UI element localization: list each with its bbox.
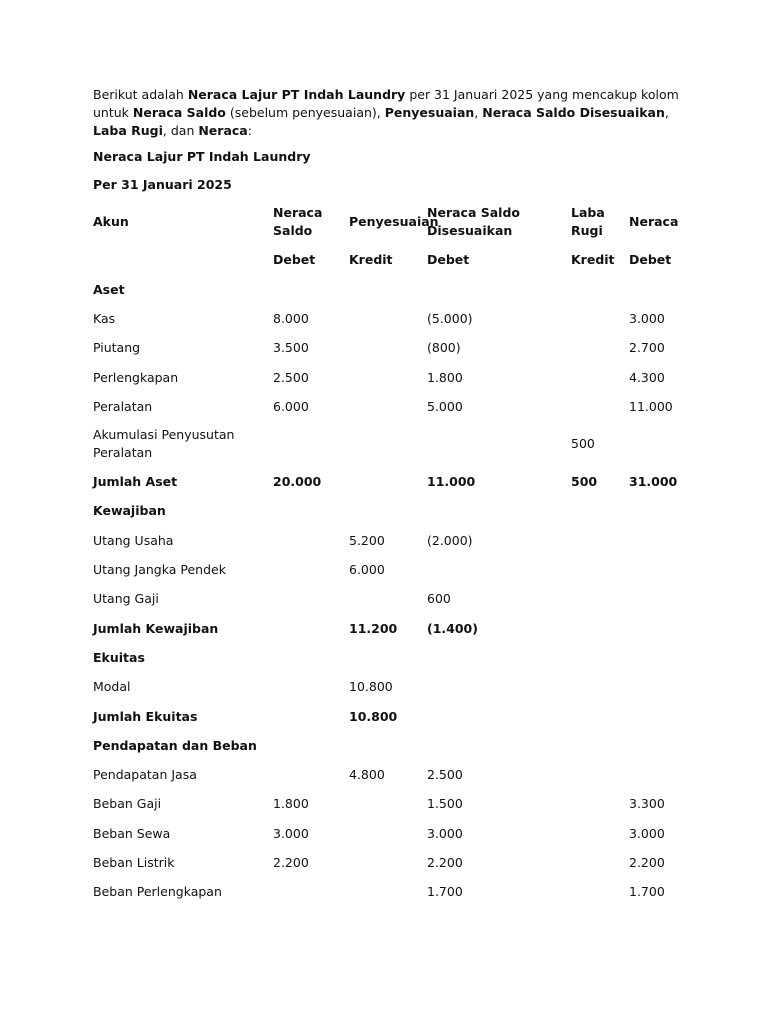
table-cell — [623, 643, 687, 672]
table-cell: (5.000) — [427, 310, 473, 326]
table-cell — [565, 275, 623, 304]
table-cell — [623, 585, 687, 614]
table-cell — [421, 421, 565, 467]
table-row — [87, 497, 687, 526]
table-cell: (1.400) — [427, 620, 478, 636]
table-cell — [267, 275, 343, 304]
intro-text: per 31 Januari 2025 yang mencakup kolom untuk — [93, 87, 679, 120]
table-cell: 600 — [427, 591, 451, 607]
table-cell — [421, 731, 565, 760]
table-cell — [343, 643, 421, 672]
table-cell — [421, 497, 565, 526]
table-cell — [343, 731, 421, 760]
intro-text: (sebelum penyesuaian), — [225, 105, 385, 120]
table-cell — [267, 731, 343, 760]
table-cell — [343, 585, 421, 614]
table-cell — [565, 363, 623, 392]
table-cell: Kewajiban — [93, 503, 166, 519]
table-cell: (2.000) — [427, 532, 473, 548]
table-cell: Beban Sewa — [93, 825, 171, 841]
table-cell: 10.800 — [349, 679, 393, 695]
table-cell — [623, 497, 687, 526]
table-cell — [267, 614, 343, 643]
table-cell — [267, 555, 343, 584]
table-row — [87, 643, 687, 672]
table-cell: Beban Listrik — [93, 854, 175, 870]
table-cell — [343, 819, 421, 848]
table-cell: 3.000 — [273, 825, 309, 841]
table-cell: 2.200 — [273, 854, 309, 870]
table-cell: 6.000 — [349, 562, 385, 578]
table-cell — [623, 760, 687, 789]
intro-bold: Neraca — [198, 123, 248, 138]
table-row — [87, 555, 687, 584]
table-cell — [565, 614, 623, 643]
table-cell — [343, 392, 421, 421]
table-cell: Modal — [93, 679, 131, 695]
table-cell — [623, 702, 687, 731]
table-cell — [565, 585, 623, 614]
table-cell: 2.200 — [629, 854, 665, 870]
table-cell — [421, 702, 565, 731]
table-cell — [565, 731, 623, 760]
table-cell: 2.500 — [427, 767, 463, 783]
table-cell: 5.000 — [427, 398, 463, 414]
table-row — [87, 526, 687, 555]
table-row — [87, 585, 687, 614]
table-cell: Jumlah Aset — [93, 474, 178, 490]
table-cell — [565, 702, 623, 731]
table-cell — [623, 275, 687, 304]
intro-text: : — [247, 123, 252, 138]
table-cell — [343, 363, 421, 392]
table-cell: Pendapatan dan Beban — [93, 737, 257, 753]
table-cell — [565, 304, 623, 333]
intro-bold: Neraca Saldo Disesuaikan — [482, 105, 665, 120]
table-cell — [565, 392, 623, 421]
table-cell: 1.800 — [273, 796, 309, 812]
table-cell — [565, 334, 623, 363]
table-cell: Neraca Saldo Disesuaikan — [427, 205, 520, 238]
table-row — [87, 848, 687, 877]
table-cell: 11.000 — [427, 474, 476, 490]
table-cell — [623, 421, 687, 467]
table-cell: Beban Gaji — [93, 796, 162, 812]
worksheet-table — [87, 199, 687, 907]
table-cell: Laba Rugi — [571, 205, 605, 238]
table-cell: Beban Perlengkapan — [93, 884, 222, 900]
table-cell: Pendapatan Jasa — [93, 767, 197, 783]
table-cell: 500 — [571, 474, 598, 490]
table-cell: 31.000 — [629, 474, 678, 490]
intro-bold: Neraca Lajur PT Indah Laundry — [187, 87, 406, 102]
table-row — [87, 790, 687, 819]
table-cell — [343, 275, 421, 304]
table-row — [87, 819, 687, 848]
intro-paragraph — [93, 86, 693, 140]
table-cell: Utang Jangka Pendek — [93, 562, 226, 578]
table-cell — [565, 878, 623, 907]
table-cell: Ekuitas — [93, 649, 145, 665]
table-cell: Peralatan — [93, 398, 153, 414]
table-cell — [565, 760, 623, 789]
table-body — [87, 199, 687, 907]
table-cell: 500 — [571, 436, 595, 452]
table-cell — [421, 555, 565, 584]
table-cell — [565, 790, 623, 819]
table-cell: 3.500 — [273, 340, 309, 356]
table-cell — [343, 304, 421, 333]
table-cell: Utang Usaha — [93, 532, 174, 548]
table-cell — [267, 497, 343, 526]
document-date: Per 31 Januari 2025 — [93, 177, 232, 192]
table-cell — [565, 555, 623, 584]
table-cell: Piutang — [93, 340, 141, 356]
table-row — [87, 363, 687, 392]
table-cell: Perlengkapan — [93, 369, 179, 385]
table-cell — [421, 643, 565, 672]
table-row — [87, 760, 687, 789]
table-cell — [623, 614, 687, 643]
table-cell: 3.000 — [629, 825, 665, 841]
table-cell — [343, 848, 421, 877]
table-cell — [343, 421, 421, 467]
table-cell — [343, 334, 421, 363]
table-row — [87, 334, 687, 363]
table-cell — [267, 702, 343, 731]
table-cell: Aset — [93, 281, 125, 297]
table-cell — [623, 673, 687, 702]
table-cell: 11.200 — [349, 620, 398, 636]
intro-text: , — [664, 105, 669, 120]
table-cell: 5.200 — [349, 532, 385, 548]
table-cell: 2.200 — [427, 854, 463, 870]
table-cell — [623, 526, 687, 555]
table-cell — [267, 760, 343, 789]
table-cell — [343, 467, 421, 496]
table-cell — [421, 673, 565, 702]
table-cell — [421, 275, 565, 304]
document-title: Neraca Lajur PT Indah Laundry — [93, 149, 311, 164]
intro-text: Berikut adalah — [93, 87, 188, 102]
table-cell: 2.700 — [629, 340, 665, 356]
table-cell: Debet — [427, 252, 470, 267]
table-cell — [267, 643, 343, 672]
table-row — [87, 702, 687, 731]
intro-bold: Laba Rugi — [93, 123, 163, 138]
table-cell — [267, 878, 343, 907]
table-cell: Neraca Saldo — [273, 205, 323, 238]
table-cell: Kredit — [349, 252, 393, 267]
table-row — [87, 673, 687, 702]
table-cell: 20.000 — [273, 474, 322, 490]
table-cell: Debet — [273, 252, 316, 267]
table-row — [87, 614, 687, 643]
table-row — [87, 878, 687, 907]
table-cell: Utang Gaji — [93, 591, 159, 607]
table-cell — [343, 790, 421, 819]
table-cell: Akumulasi Penyusutan Peralatan — [93, 427, 235, 461]
table-row — [87, 731, 687, 760]
table-cell: 8.000 — [273, 310, 309, 326]
table-cell — [565, 643, 623, 672]
table-cell: 6.000 — [273, 398, 309, 414]
table-cell: 3.000 — [427, 825, 463, 841]
table-cell — [343, 878, 421, 907]
table-cell: 1.700 — [629, 884, 665, 900]
table-row — [87, 304, 687, 333]
table-cell — [267, 526, 343, 555]
table-cell — [565, 819, 623, 848]
table-cell: 1.700 — [427, 884, 463, 900]
table-cell: 11.000 — [629, 398, 673, 414]
table-cell — [565, 526, 623, 555]
table-row — [87, 392, 687, 421]
table-cell — [267, 421, 343, 467]
table-cell — [267, 585, 343, 614]
table-cell: Jumlah Ekuitas — [93, 708, 198, 724]
table-cell — [267, 673, 343, 702]
table-cell: 1.500 — [427, 796, 463, 812]
table-cell: 4.300 — [629, 369, 665, 385]
table-cell: 3.300 — [629, 796, 665, 812]
table-row — [87, 275, 687, 304]
table-cell — [623, 731, 687, 760]
table-cell: 1.800 — [427, 369, 463, 385]
table-cell — [343, 497, 421, 526]
table-row — [87, 467, 687, 496]
table-cell: (800) — [427, 340, 461, 356]
table-cell: Kas — [93, 310, 116, 326]
table-cell — [623, 555, 687, 584]
table-cell — [87, 245, 267, 275]
table-cell: 10.800 — [349, 708, 398, 724]
intro-text: , dan — [162, 123, 199, 138]
table-header-row — [87, 199, 687, 245]
table-subheader-row — [87, 245, 687, 275]
intro-bold: Penyesuaian — [384, 105, 475, 120]
table-cell: Akun — [93, 214, 129, 229]
table-cell: 3.000 — [629, 310, 665, 326]
intro-bold: Neraca Saldo — [132, 105, 226, 120]
table-cell: Debet — [629, 252, 672, 267]
table-cell: 2.500 — [273, 369, 309, 385]
table-cell: Neraca — [629, 214, 679, 229]
table-row — [87, 421, 687, 467]
table-cell: Kredit — [571, 252, 615, 267]
table-cell — [565, 673, 623, 702]
table-cell — [565, 848, 623, 877]
intro-text: , — [474, 105, 483, 120]
table-cell — [565, 497, 623, 526]
table-cell: Jumlah Kewajiban — [93, 620, 219, 636]
table-cell: 4.800 — [349, 767, 385, 783]
table-cell: Penyesuaian — [349, 214, 439, 229]
